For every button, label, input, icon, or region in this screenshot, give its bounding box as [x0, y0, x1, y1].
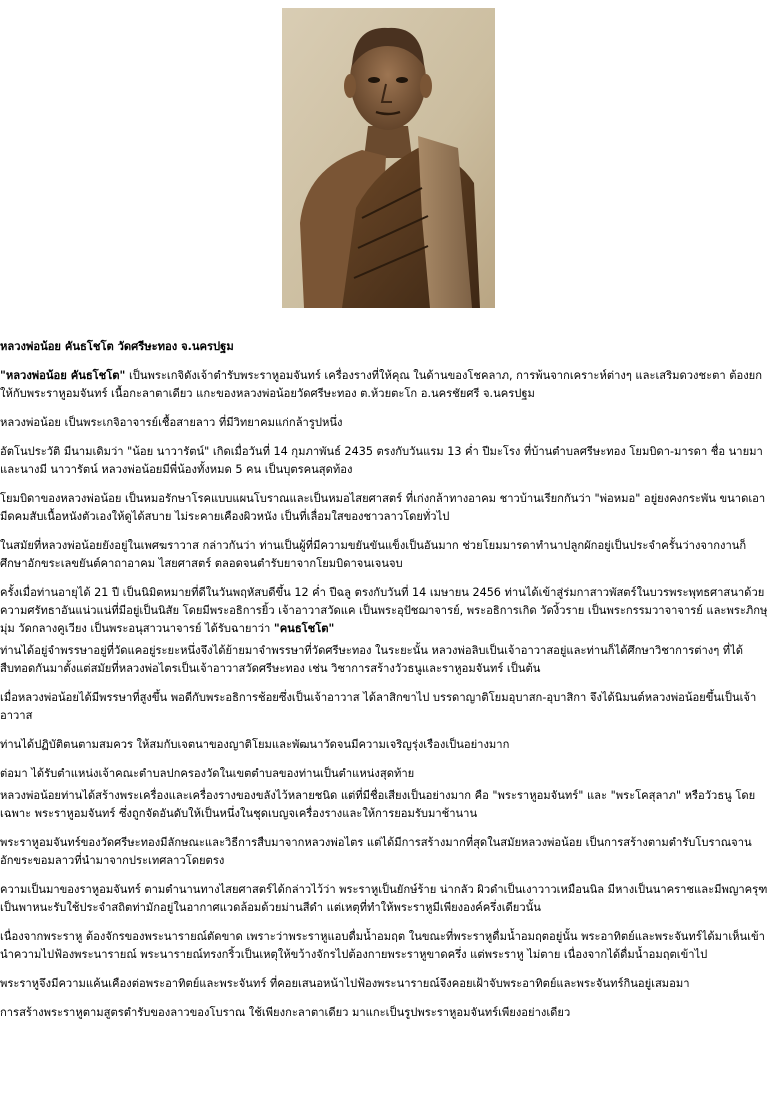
paragraph-abbot: เมื่อหลวงพ่อน้อยได้มีพรรษาที่สูงขึ้น พอดีกับพระอธิการช้อยซึ่งเป็นเจ้าอาวาส ได้ลาสิกขาไป บรรดาญาติโยมอุบาสก-อุบาสิกา จึงได้นิมนต์หลวงพ่อน้อยขึ้นเป็นเจ้าอาวาส — [0, 691, 757, 722]
paragraph-layman-life: ในสมัยที่หลวงพ่อน้อยยังอยู่ในเพศฆราวาส กล่าวกันว่า ท่านเป็นผู้ที่มีความขยันขันแข็งเป็นอันมาก ช่วยโยมมารดาทำนาปลูกผักอยู่เป็นประจำครั้นว่างจากงานก็ศึกษาอักขระเลขยันต์คาถาอาคม ไสยศาสตร์ ตลอดจนตำรับยาจากโยมบิดาจนเจนจบ — [0, 539, 747, 570]
paragraph-intro-text: เป็นพระเกจิดังเจ้าตำรับพระราหูอมจันทร์ เครื่องรางที่ให้คุณ ในด้านของโชคลาภ, การพ้นจากเคราะห์ต่างๆ และเสริมดวงชะตา ต้องยกให้กับพระราหูอมจันทร์ เนื้อกะลาตาเดียว แกะของหลวงพ่อน้อยวัดศรีษะทอง ต.ห้วยตะโก อ.นครชัยศรี จ.นครปฐม — [0, 369, 762, 400]
paragraph-rahu-creation: การสร้างพระราหูตามสูตรตำรับของลาวของโบราณ ใช้เพียงกะลาตาเดียว มาแกะเป็นรูปพระราหูอมจันทร์เพียงอย่างเดียว — [0, 1006, 571, 1019]
monk-portrait-illustration — [282, 8, 495, 308]
paragraph-position: ต่อมา ได้รับตำแหน่งเจ้าคณะตำบลปกครองวัดในเขตตำบลของท่านเป็นตำแหน่งสุดท้าย — [0, 767, 415, 780]
paragraph-intro — [0, 367, 768, 403]
paragraph-ordination-text: ครั้งเมื่อท่านอายุได้ 21 ปี เป็นนิมิตหมายที่ดีในวันพฤหัสบดีขึ้น 12 ค่ำ ปีฉลู ตรงกับวันที่ 14 เมษายน 2456 ท่านได้เข้าสู่ร่มกาสาวพัสตร์ในบวรพระพุทธศาสนาด้วยความศรัทธาอันแน่วแน่ที่มีอยู่เป็นนิสัย โดยมีพระอธิการยิ้ว เจ้าอาวาสวัดแค เป็นพระอุปัชฌาจารย์, พระอธิการเกิด วัดงิ้วราย เป็นพระกรรมวาจาจารย์ และพระภิกษุมุ่ม วัดกลางคูเวียง เป็นพระอนุสาวนาจารย์ ได้รับฉายาว่า — [0, 586, 768, 635]
article-body — [0, 338, 768, 1033]
monk-name-bold: "หลวงพ่อน้อย คันธโชโต" — [0, 369, 126, 382]
monastic-name-bold: "คนธโชโต" — [273, 622, 335, 635]
paragraph-development: ท่านได้ปฏิบัติตนตามสมควร ให้สมกับเจตนาของญาติโยมและพัฒนาวัดจนมีความเจริญรุ่งเรืองเป็นอย่างมาก — [0, 738, 510, 751]
article-title: หลวงพ่อน้อย คันธโชโต วัดศรีษะทอง จ.นครปฐม — [0, 340, 234, 353]
paragraph-father: โยมบิดาของหลวงพ่อน้อย เป็นหมอรักษาโรคแบบแผนโบราณและเป็นหมอไสยศาสตร์ ที่เก่งกล้าทางอาคม ชาวบ้านเรียกกันว่า "พ่อหมอ" อยู่ยงคงกระพัน ขนาดเอามีดคมสับเนื้อหนังตัวเองให้ดูได้สบาย ไม่ระคายเคืองผิวหนัง เป็นที่เลื่อมใสของชาวลาวโดยทั่วไป — [0, 492, 766, 523]
paragraph-rahu-revenge: พระราหูจึงมีความแค้นเคืองต่อพระอาทิตย์และพระจันทร์ ที่คอยเสนอหน้าไปฟ้องพระนารายณ์จึงคอยเฝ้าจับพระอาทิตย์และพระจันทร์กินอยู่เสมอมา — [0, 977, 690, 990]
paragraph-ordination — [0, 584, 768, 638]
paragraph-lineage: หลวงพ่อน้อย เป็นพระเกจิอาจารย์เชื้อสายลาว ที่มีวิทยาคมแก่กล้ารูปหนึ่ง — [0, 416, 343, 429]
paragraph-biography: อัตโนประวัติ มีนามเดิมว่า "น้อย นาวารัตน์" เกิดเมื่อวันที่ 14 กุมภาพันธ์ 2435 ตรงกับวันแรม 13 ค่ำ ปีมะโรง ที่บ้านตำบลศรีษะทอง โยมบิดา-มารดา ชื่อ นายมาและนางมี นาวารัตน์ หลวงพ่อน้อยมีพี่น้องทั้งหมด 5 คน เป็นบุตรคนสุดท้อง — [0, 445, 763, 476]
paragraph-amulets: หลวงพ่อน้อยท่านได้สร้างพระเครื่องและเครื่องรางของขลังไว้หลายชนิด แต่ที่มีชื่อเสียงเป็นอย่างมาก คือ "พระราหูอมจันทร์" และ "พระโคสุลาภ" หรือวัวธนู โดยเฉพาะ พระราหูอมจันทร์ ซึ่งถูกจัดอันดับให้เป็นหนึ่งในชุดเบญจเครื่องรางและให้การยอมรับมาช้านาน — [0, 789, 756, 820]
monk-portrait-photo — [282, 8, 495, 308]
paragraph-studies: ท่านได้อยู่จำพรรษาอยู่ที่วัดแคอยู่ระยะหนึ่งจึงได้ย้ายมาจำพรรษาที่วัดศรีษะทอง ในระยะนั้น หลวงพ่อลิบเป็นเจ้าอาวาสอยู่และท่านก็ได้ศึกษาวิชาการต่างๆ ที่ได้สืบทอดกันมาตั้งแต่สมัยที่หลวงพ่อไตรเป็นเจ้าอาวาสวัดศรีษะทอง เช่น วิชาการสร้างวัวธนูและราหูอมจันทร์ เป็นต้น — [0, 644, 744, 675]
paragraph-rahu-legend: ความเป็นมาของราหูอมจันทร์ ตามตำนานทางไสยศาสตร์ได้กล่าวไว้ว่า พระราหูเป็นยักษ์ร้าย น่ากลัว ผิวดำเป็นเงาวาวเหมือนนิล มีหางเป็นนาคราชและมีพญาครุฑเป็นพาหนะรับใช้ประจำสถิตท่ามักอยู่ในอากาศแวดล้อมด้วยม่านสีดำ แต่เหตุที่ทำให้พระราหูมีเพียงองค์ครึ่งเดียวนั้น — [0, 883, 768, 914]
paragraph-rahu-story: เนื่องจากพระราหู ต้องจักรของพระนารายณ์ตัดขาด เพราะว่าพระราหูแอบดื่มน้ำอมฤต ในขณะที่พระราหูดื่มน้ำอมฤตอยู่นั้น พระอาทิตย์และพระจันทร์ได้มาเห็นเข้า นำความไปฟ้องพระนารายณ์ พระนารายณ์ทรงกริ้วเป็นเหตุให้ขว้างจักรไปต้องกายพระราหูขาดครึ่ง แต่พระราหู ไม่ตาย เนื่องจากได้ดื่มน้ำอมฤตเข้าไป — [0, 930, 765, 961]
paragraph-rahu-origin: พระราหูอมจันทร์ของวัดศรีษะทองมีลักษณะและวิธีการสืบมาจากหลวงพ่อไตร แต่ได้มีการสร้างมากที่สุดในสมัยหลวงพ่อน้อย เป็นการสร้างตามตำรับโบราณจานอักขระขอมลาวที่นำมาจากประเทศลาวโดยตรง — [0, 836, 752, 867]
